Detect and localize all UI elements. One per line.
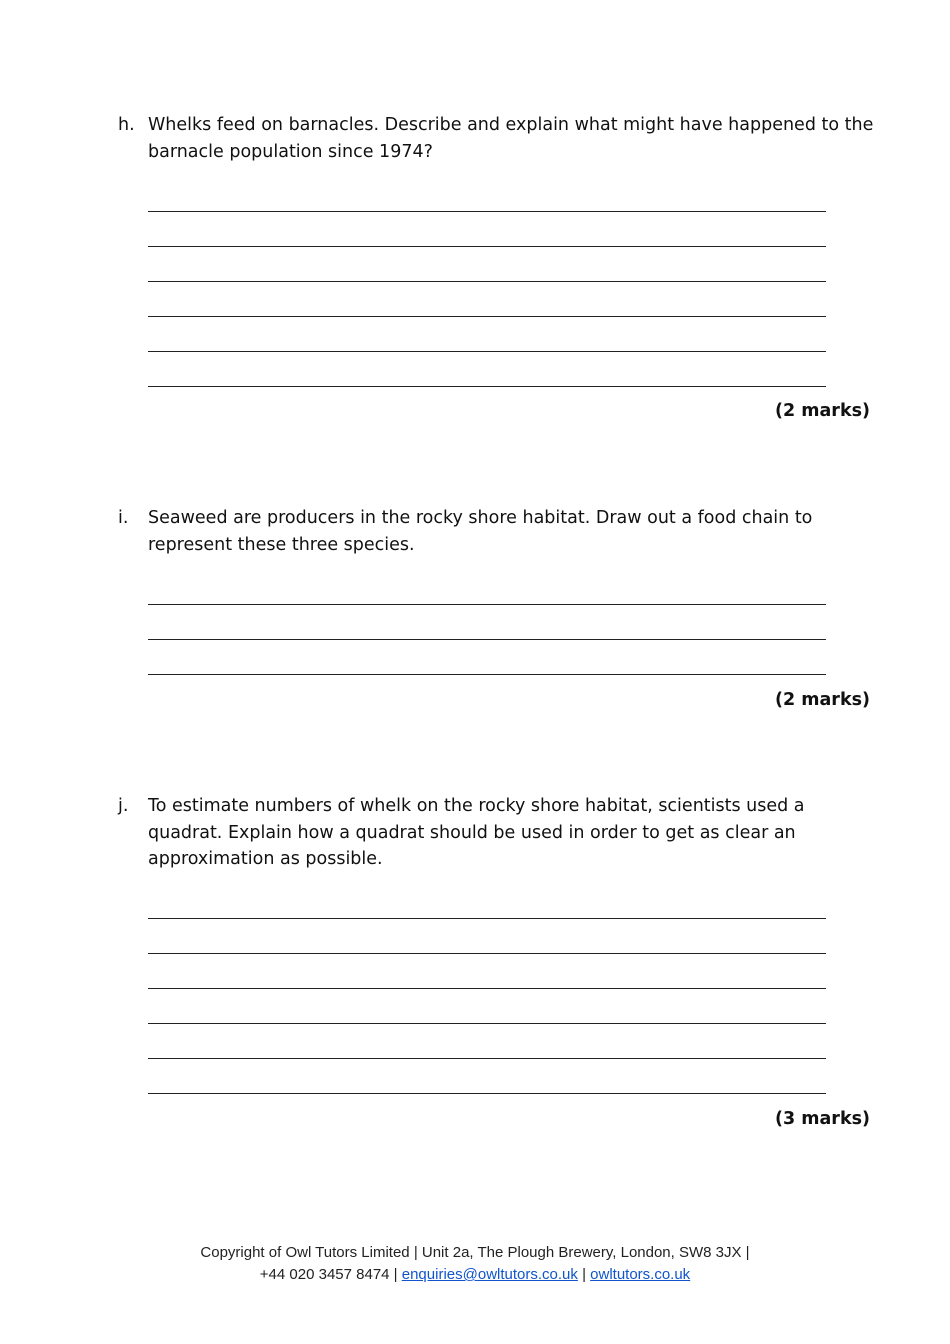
marks-label: (3 marks) [775, 1109, 870, 1129]
question-h [118, 112, 878, 165]
question-j [118, 793, 878, 873]
answer-line[interactable] [148, 281, 826, 282]
question-text: Seaweed are producers in the rocky shore habitat. Draw out a food chain to represent these three species. [148, 508, 813, 555]
answer-line[interactable] [148, 351, 826, 352]
answer-line[interactable] [148, 918, 826, 919]
marks-label: (2 marks) [775, 401, 870, 421]
footer-phone: +44 020 3457 8474 | [259, 1266, 398, 1283]
answer-line[interactable] [148, 211, 826, 212]
answer-line[interactable] [148, 316, 826, 317]
footer [0, 1242, 950, 1286]
answer-line[interactable] [148, 246, 826, 247]
question-label: i. [118, 508, 129, 528]
answer-line[interactable] [148, 988, 826, 989]
marks-label: (2 marks) [775, 690, 870, 710]
email-link[interactable]: enquiries@owltutors.co.uk [401, 1266, 578, 1283]
answer-line[interactable] [148, 386, 826, 387]
question-label: h. [118, 115, 135, 135]
question-i [118, 505, 878, 558]
footer-copyright: Copyright of Owl Tutors Limited | Unit 2a, The Plough Brewery, London, SW8 3JX | [200, 1244, 750, 1261]
answer-line[interactable] [148, 1093, 826, 1094]
website-link[interactable]: owltutors.co.uk [590, 1266, 691, 1283]
answer-line[interactable] [148, 1058, 826, 1059]
answer-line[interactable] [148, 1023, 826, 1024]
question-label: j. [118, 796, 129, 816]
answer-line[interactable] [148, 604, 826, 605]
question-text: Whelks feed on barnacles. Describe and explain what might have happened to the barnacle population since 1974? [148, 115, 874, 162]
answer-line[interactable] [148, 639, 826, 640]
footer-separator: | [582, 1266, 586, 1283]
answer-line[interactable] [148, 953, 826, 954]
answer-line[interactable] [148, 674, 826, 675]
question-text: To estimate numbers of whelk on the rocky shore habitat, scientists used a quadrat. Explain how a quadrat should be used in order to get as clear an approximation as possible. [148, 796, 805, 869]
